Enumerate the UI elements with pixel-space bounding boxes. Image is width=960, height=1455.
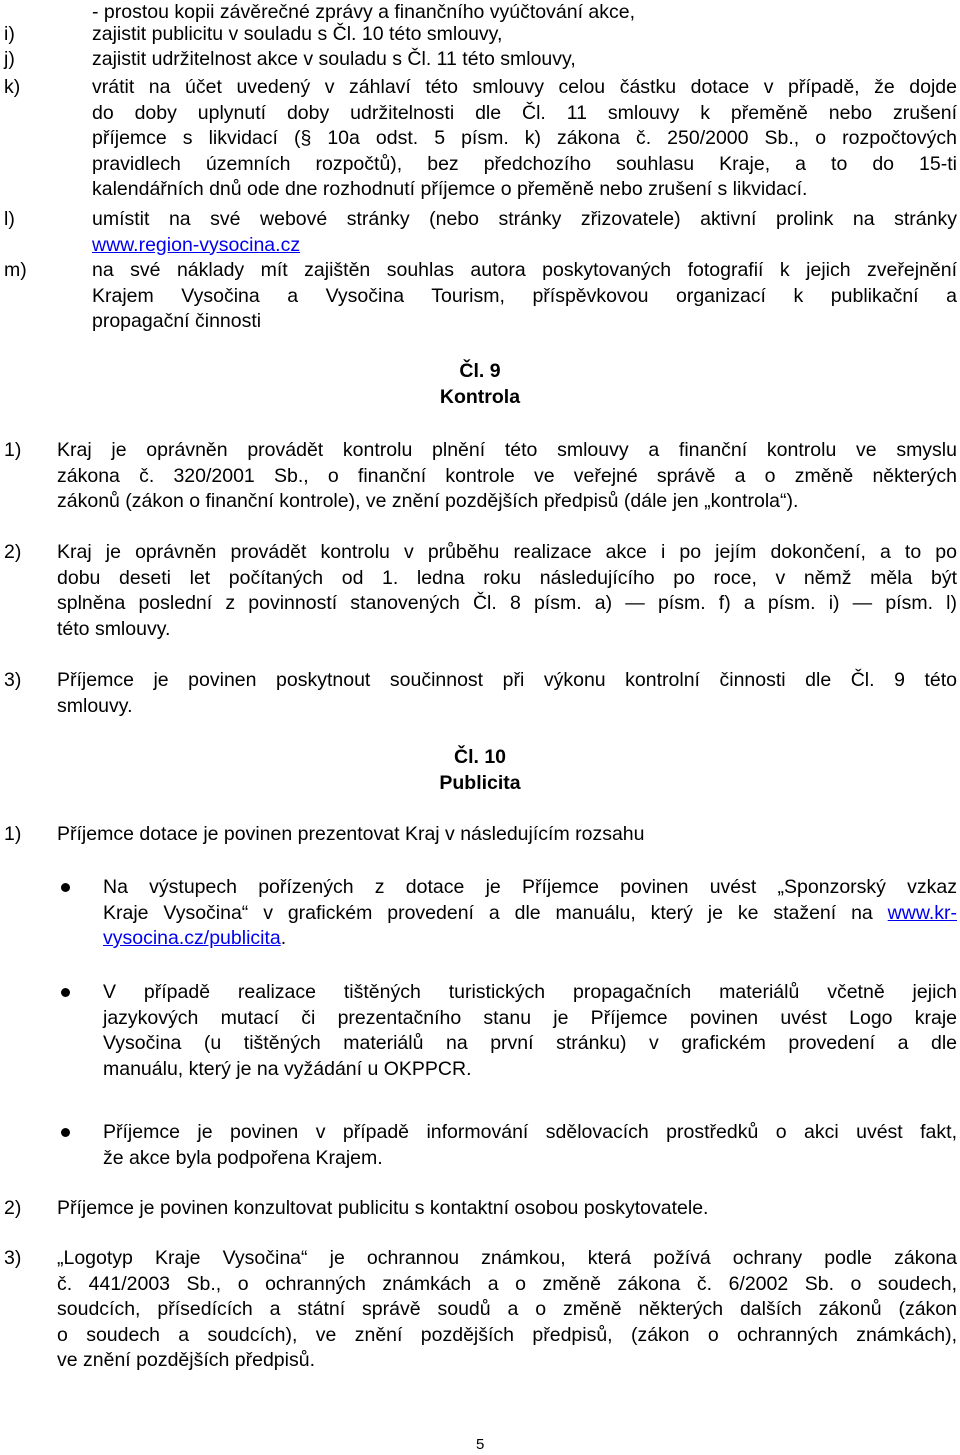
list-item-line: do doby uplynutí doby udržitelnosti dle Čl. 11 smlouvy k přeměně nebo zrušení: [92, 101, 957, 124]
bullet-line: Příjemce je povinen v případě informování sdělovacích prostředků o akci uvést fakt,: [103, 1121, 957, 1143]
paragraph-line: této smlouvy.: [57, 617, 171, 640]
paragraph-line: č. 441/2003 Sb., o ochranných známkách a o změně zákona č. 6/2002 Sb. o soudech,: [57, 1272, 957, 1295]
list-item-text: - prostou kopii závěrečné zprávy a finančního vyúčtování akce,: [92, 1, 636, 23]
paragraph-number: 1): [4, 439, 22, 461]
list-item-text: zajistit publicitu v souladu s Čl. 10 této smlouvy,: [92, 23, 503, 45]
bullet-line: V případě realizace tištěných turistických propagačních materiálů včetně jejich: [103, 981, 957, 1003]
paragraph-line: Příjemce je povinen poskytnout součinnost při výkonu kontrolní činnosti dle Čl. 9 této: [57, 669, 957, 691]
article-title: Kontrola: [439, 386, 521, 408]
list-item-line: příjemce s likvidací (§ 10a odst. 5 písm. k) zákona č. 250/2000 Sb., o rozpočtových: [92, 127, 957, 149]
list-item-line: umístit na své webové stránky (nebo stránky zřizovatele) aktivní prolink na stránky: [92, 208, 957, 230]
bullet-line: Kraje Vysočina“ v grafickém provedení a dle manuálu, který je ke stažení na: [103, 901, 873, 924]
region-vysocina-link[interactable]: www.region-vysocina.cz: [92, 233, 301, 256]
publicita-link-part2[interactable]: vysocina.cz/publicita: [103, 927, 281, 949]
paragraph-number: 1): [4, 823, 22, 845]
list-item-label: k): [4, 76, 21, 98]
bullet-line: Vysočina (u tištěných materiálů na první stránku) v grafickém provedení a dle: [103, 1032, 957, 1054]
paragraph-line: zákonů (zákon o finanční kontrole), ve znění pozdějších předpisů (dále jen „kontrola“).: [57, 490, 799, 512]
list-item-label: i): [4, 23, 15, 45]
paragraph-line: Kraj je oprávněn provádět kontrolu plnění této smlouvy a finanční kontrolu ve smyslu: [57, 439, 957, 461]
list-item-label: j): [4, 48, 15, 70]
paragraph-line: smlouvy.: [57, 694, 133, 717]
article-title: Publicita: [439, 772, 521, 794]
paragraph-number: 2): [4, 1197, 22, 1219]
list-item-line: vrátit na účet uvedený v záhlaví této smlouvy celou částku dotace v případě, že dojde: [92, 76, 957, 98]
paragraph-number: 3): [4, 669, 22, 691]
bullet-line: Na výstupech pořízených z dotace je Příjemce povinen uvést „Sponzorský vzkaz: [103, 876, 957, 898]
paragraph-line: o soudech a soudcích), ve znění pozdějších předpisů, (zákon o ochranných známkách),: [57, 1323, 957, 1346]
paragraph-line: ve znění pozdějších předpisů.: [57, 1349, 315, 1371]
bullet-line-with-link-cont: [103, 926, 957, 952]
bullet-item: [0, 1120, 960, 1175]
bullet-line-with-link: [103, 901, 957, 927]
bullet-line: jazykových mutací či prezentačního stanu je Příjemce povinen uvést Logo kraje: [103, 1006, 957, 1029]
bullet-dot-icon: [61, 1128, 70, 1137]
bullet-item: [0, 980, 960, 1085]
bullet-dot-icon: [61, 988, 70, 997]
list-item-line: na své náklady mít zajištěn souhlas autora poskytovaných fotografií k jejich zveřejnění: [92, 259, 957, 281]
paragraph-line: „Logotyp Kraje Vysočina“ je ochrannou známkou, která požívá ochrany podle zákona: [57, 1247, 957, 1269]
list-item-line: pravidlech územních rozpočtů), bez předchozího souhlasu Kraje, a to do 15-ti: [92, 152, 957, 175]
bullet-line: že akce byla podpořena Krajem.: [103, 1146, 383, 1169]
paragraph-number: 2): [4, 541, 22, 563]
page-number: 5: [476, 1436, 485, 1453]
list-item-label: m): [4, 259, 27, 281]
bullet-dot-icon: [61, 883, 70, 892]
list-item-text: zajistit udržitelnost akce v souladu s Čl. 11 této smlouvy,: [92, 48, 576, 70]
paragraph-line: splněna poslední z povinností stanovených Čl. 8 písm. a) — písm. f) a písm. i) — písm. l): [57, 592, 957, 614]
publicita-link-part1[interactable]: www.kr-: [887, 901, 957, 924]
paragraph-number: 3): [4, 1247, 22, 1269]
paragraph-line: dobu deseti let počítaných od 1. ledna roku následujícího po roce, v němž měla být: [57, 566, 957, 589]
bullet-line: manuálu, který je na vyžádání u OKPPCR.: [103, 1057, 472, 1080]
list-item-label: l): [4, 208, 15, 230]
list-item-line: Krajem Vysočina a Vysočina Tourism, příspěvkovou organizací k publikační a: [92, 284, 957, 307]
paragraph-line: Příjemce dotace je povinen prezentovat Kraj v následujícím rozsahu: [57, 823, 645, 845]
bullet-line-end: .: [280, 927, 287, 949]
list-item-line: kalendářních dnů ode dne rozhodnutí příjemce o přeměně nebo zrušení s likvidací.: [92, 178, 808, 200]
paragraph-line: Kraj je oprávněn provádět kontrolu v průběhu realizace akce i po jejím dokončení, a to po: [57, 541, 957, 563]
list-item-line: propagační činnosti: [92, 310, 262, 332]
paragraph-line: soudcích, přísedících a státní správě soudů a o změně některých dalších zákonů (zákon: [57, 1298, 957, 1320]
article-heading: Čl. 9: [459, 360, 501, 382]
bullet-item: [0, 875, 960, 955]
paragraph-line: Příjemce je povinen konzultovat publicitu s kontaktní osobou poskytovatele.: [57, 1197, 709, 1219]
paragraph-line: zákona č. 320/2001 Sb., o finanční kontrole ve veřejné správě a o změně některých: [57, 464, 957, 487]
article-heading: Čl. 10: [453, 746, 507, 768]
